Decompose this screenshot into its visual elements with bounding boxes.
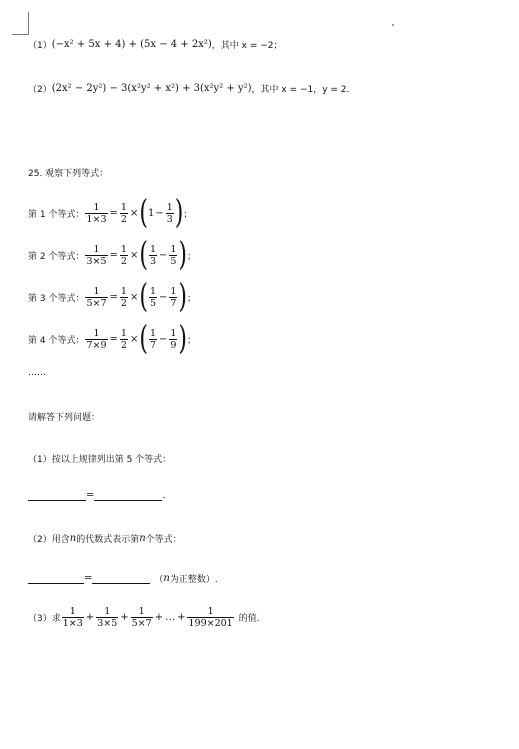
equation-row: 第 1 个等式： $\frac{1}{1\times 3}$ = $\frac{1}{2}$ × ( 1 − $\frac{1}{3}$ ) ； [28, 194, 193, 232]
fraction: $\frac{1}{1\times 3}$ [86, 202, 107, 226]
stray-dot [392, 24, 394, 26]
fraction: $\frac{1}{199\times 201}$ [188, 606, 233, 630]
prompt-line [28, 410, 100, 423]
fraction: $\frac{1}{1\times 3}$ [62, 606, 83, 630]
subproblem-1 [28, 38, 283, 51]
question-3-label: （3）求 [28, 614, 61, 625]
fraction: $\frac{1}{7}$ [149, 328, 156, 352]
question-2-text-a: （2）用含 [28, 535, 70, 545]
fraction: $\frac{1}{2}$ [120, 328, 127, 352]
fraction: $\frac{1}{7\times 9}$ [86, 328, 107, 352]
fraction: $\frac{1}{5}$ [149, 286, 156, 310]
answer-blank-left[interactable] [28, 582, 84, 584]
question-25-text: 25. 观察下列等式： [28, 169, 109, 179]
ellipsis-text: …… [28, 368, 46, 378]
question-2 [28, 532, 182, 545]
subproblem-2-condition: ，其中 x = −1，y = 2. [251, 85, 350, 95]
plus-sign: + [85, 612, 95, 624]
fraction: $\frac{1}{3}$ [149, 244, 156, 268]
equals-sign: = [84, 573, 93, 584]
question-3 [28, 606, 260, 630]
period: . [162, 490, 166, 501]
subproblem-1-condition: ，其中 x = −2； [211, 41, 283, 51]
question-3-end: 的值. [238, 614, 260, 625]
fraction: $\frac{1}{5\times 7}$ [131, 606, 152, 630]
equals-sign: = [86, 490, 95, 501]
semicolon: ； [187, 252, 197, 263]
question-1-answer-line [28, 490, 166, 501]
variable-n: n [163, 573, 170, 584]
plus-sign: + [177, 612, 186, 624]
fraction: $\frac{1}{2}$ [120, 244, 127, 268]
subproblem-2 [28, 82, 349, 95]
fraction: $\frac{1}{3\times 5}$ [97, 606, 118, 630]
note-text: 为正整数）. [169, 575, 218, 585]
ellipsis [28, 368, 46, 378]
subproblem-1-expression: (−x² + 5x + 4) + (5x − 4 + 2x²) [51, 39, 212, 50]
equation-label: 第 1 个等式： [28, 210, 85, 221]
answer-blank-right[interactable] [94, 499, 162, 501]
subproblem-2-expression: (2x² − 2y²) − 3(x²y² + x²) + 3(x²y² + y²) [51, 83, 252, 94]
equation-label: 第 3 个等式： [28, 294, 85, 305]
fraction: $\frac{1}{3}$ [166, 202, 173, 226]
fraction: $\frac{1}{3\times 5}$ [86, 244, 107, 268]
equation-row: 第 4 个等式： $\frac{1}{7\times 9}$ = $\frac{1}{2}$ × ( $\frac{1}{7}$ − $\frac{1}{9}$ ) ； [28, 320, 197, 358]
fraction: $\frac{1}{2}$ [120, 202, 127, 226]
fraction: $\frac{1}{7}$ [170, 286, 177, 310]
plus-sign: + [154, 612, 164, 624]
equation-label: 第 4 个等式： [28, 336, 85, 347]
question-1-text: （1）按以上规律列出第 5 个等式： [28, 455, 172, 465]
subproblem-1-label: （1） [28, 41, 52, 51]
dots: … [165, 612, 176, 624]
fraction: $\frac{1}{9}$ [170, 328, 177, 352]
question-2-answer-line [28, 572, 218, 585]
page-corner-mark [12, 12, 29, 35]
question-2-text-b: 的代数式表示第 [76, 535, 140, 545]
note-open: （ [154, 575, 164, 585]
variable-n: n [69, 533, 77, 544]
semicolon: ； [187, 294, 197, 305]
question-25-heading [28, 166, 108, 179]
fraction: $\frac{1}{2}$ [120, 286, 127, 310]
variable-n: n [139, 533, 146, 544]
fraction: $\frac{1}{5\times 7}$ [86, 286, 107, 310]
equation-row: 第 2 个等式： $\frac{1}{3\times 5}$ = $\frac{1}{2}$ × ( $\frac{1}{3}$ − $\frac{1}{5}$ ) ； [28, 236, 197, 274]
semicolon: ； [187, 336, 197, 347]
answer-blank-right[interactable] [92, 582, 150, 584]
prompt-text: 请解答下列问题： [28, 413, 101, 423]
integer-term: 1 [147, 208, 155, 220]
semicolon: ； [183, 210, 193, 221]
subproblem-2-label: （2） [28, 85, 52, 95]
question-1 [28, 452, 171, 465]
question-2-text-c: 个等式： [145, 535, 182, 545]
plus-sign: + [120, 612, 129, 624]
fraction: $\frac{1}{5}$ [170, 244, 177, 268]
equation-label: 第 2 个等式： [28, 252, 85, 263]
answer-blank-left[interactable] [28, 499, 86, 501]
equation-row: 第 3 个等式： $\frac{1}{5\times 7}$ = $\frac{1}{2}$ × ( $\frac{1}{5}$ − $\frac{1}{7}$ ) ； [28, 278, 197, 316]
